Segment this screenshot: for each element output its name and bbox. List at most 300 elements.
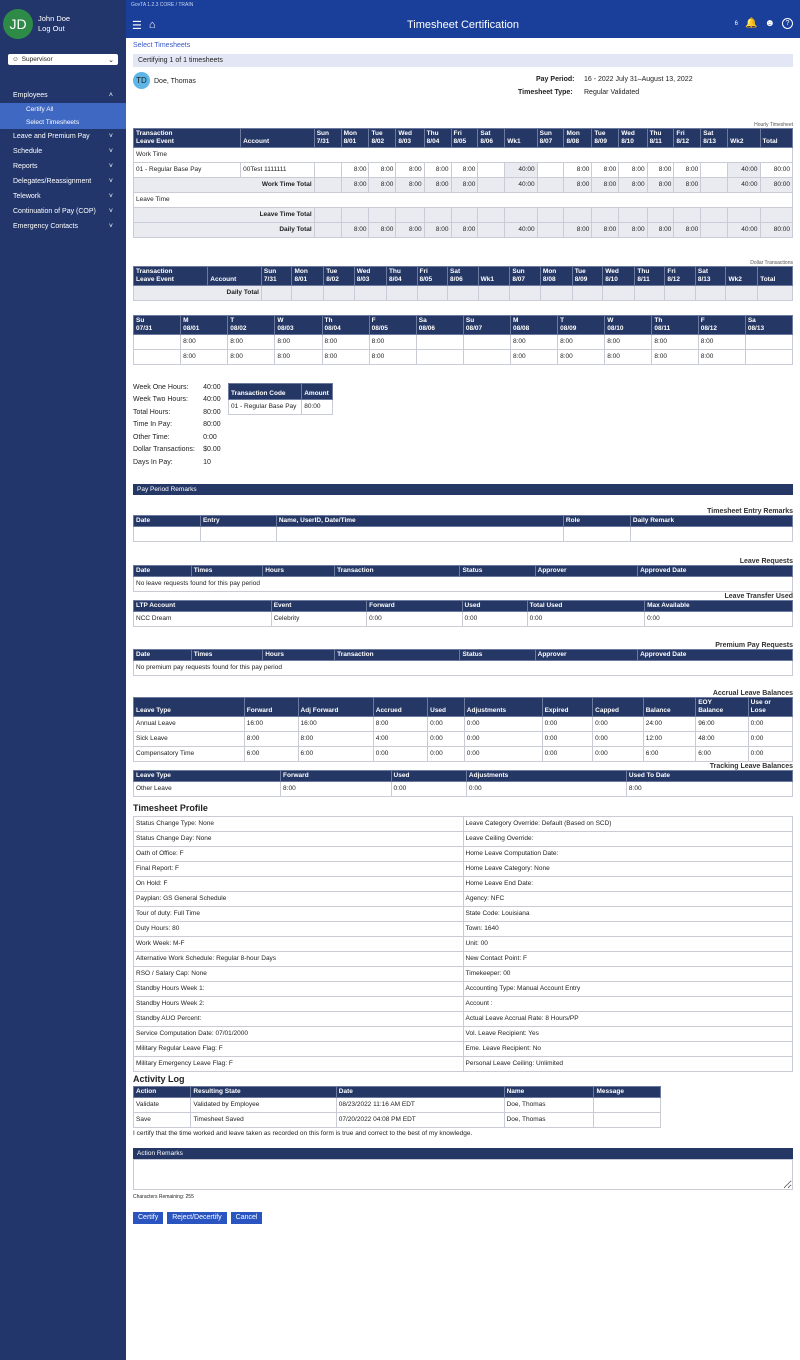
table-cell: Save bbox=[134, 1112, 191, 1127]
chevron-down-icon: ˅ bbox=[108, 208, 113, 215]
header-line-2: Total bbox=[762, 138, 778, 145]
column-header bbox=[540, 267, 572, 286]
summary-label: Week One Hours: bbox=[133, 383, 189, 391]
table-cell: 8:00 bbox=[564, 178, 592, 193]
table-cell: 8:00 bbox=[451, 178, 478, 193]
table-cell bbox=[314, 178, 341, 193]
table-cell bbox=[134, 526, 201, 541]
header-line-2: Account bbox=[243, 138, 270, 145]
table-cell: 8:00 bbox=[396, 163, 424, 178]
sidebar-item-cop[interactable] bbox=[0, 204, 126, 219]
person-icon: ☺ bbox=[12, 56, 19, 63]
page-title: Timesheet Certification bbox=[406, 19, 520, 31]
leave-time-total-row bbox=[134, 208, 793, 223]
column-header: Event bbox=[271, 600, 366, 611]
table-cell: 8:00 bbox=[424, 223, 451, 238]
action-remarks-input[interactable] bbox=[133, 1159, 793, 1190]
premium-pay-table bbox=[133, 649, 793, 676]
table-cell: 16:00 bbox=[298, 716, 373, 731]
header-line-1: Wed bbox=[621, 130, 635, 137]
column-header bbox=[324, 267, 355, 286]
role-select[interactable] bbox=[8, 54, 118, 65]
table-cell bbox=[292, 286, 324, 301]
table-cell: Validated by Employee bbox=[191, 1097, 336, 1112]
column-header: Transaction bbox=[335, 565, 460, 576]
leave-requests-title: Leave Requests bbox=[739, 557, 793, 565]
profile-row bbox=[134, 936, 793, 951]
table-row bbox=[134, 163, 793, 178]
summary-row bbox=[133, 431, 223, 444]
sidebar-sub-certify-all[interactable]: Certify All bbox=[0, 103, 126, 116]
cancel-button[interactable]: Cancel bbox=[231, 1212, 263, 1224]
header-line-2: 8/06 bbox=[450, 276, 463, 283]
table-cell bbox=[592, 208, 619, 223]
column-header bbox=[652, 316, 698, 335]
header-line-2: 08/13 bbox=[747, 325, 765, 332]
table-cell: 0:00 bbox=[748, 746, 792, 761]
column-header bbox=[134, 697, 245, 716]
header-line-2: Wk1 bbox=[480, 276, 494, 283]
sidebar-item-label: Reports bbox=[13, 163, 38, 170]
table-cell: Doe, Thomas bbox=[504, 1097, 594, 1112]
table-cell: 8:00 bbox=[451, 163, 478, 178]
notification-count: 6 bbox=[734, 20, 739, 27]
table-cell bbox=[701, 208, 728, 223]
certify-statement: I certify that the time worked and leave taken as recorded on this form is true and correct to the best of my knowledge. bbox=[133, 1129, 473, 1137]
column-header: Role bbox=[563, 515, 630, 526]
sidebar-item-label: Continuation of Pay (COP) bbox=[13, 208, 96, 215]
table-cell bbox=[563, 526, 630, 541]
table-cell: 6:00 bbox=[244, 746, 298, 761]
table-cell: 8:00 bbox=[605, 335, 652, 350]
column-header: Daily Remark bbox=[630, 515, 792, 526]
activity-title: Activity Log bbox=[133, 1073, 185, 1084]
sidebar-item-schedule[interactable] bbox=[0, 144, 126, 159]
sidebar-item-delegates[interactable] bbox=[0, 174, 126, 189]
chevron-down-icon: ˅ bbox=[108, 148, 113, 155]
table-cell bbox=[619, 208, 647, 223]
table-cell: Unit: 00 bbox=[463, 936, 793, 951]
header-line-2: 08/03 bbox=[277, 325, 294, 332]
header-line-1: Sun bbox=[512, 268, 525, 275]
table-row bbox=[134, 526, 793, 541]
table-cell: 0:00 bbox=[542, 746, 593, 761]
profile-row bbox=[134, 951, 793, 966]
header-line-1: Use or bbox=[750, 698, 771, 706]
help-icon[interactable]: ? bbox=[782, 18, 793, 29]
table-cell: 8:00 bbox=[228, 335, 275, 350]
column-header bbox=[665, 267, 696, 286]
table-cell bbox=[510, 286, 541, 301]
column-header: Approver bbox=[535, 649, 637, 660]
header-line-1: Fri bbox=[419, 268, 428, 275]
sidebar-item-employees[interactable] bbox=[0, 88, 126, 103]
table-cell: 8:00 bbox=[396, 178, 424, 193]
column-header: Action bbox=[134, 1086, 191, 1097]
table-cell bbox=[396, 208, 424, 223]
row-label: Leave Time bbox=[134, 193, 793, 208]
column-header: Status bbox=[460, 649, 535, 660]
table-cell: Payplan: GS General Schedule bbox=[134, 891, 464, 906]
column-header bbox=[134, 316, 181, 335]
header-line-2: 8/09 bbox=[574, 276, 588, 283]
table-cell: Town: 1640 bbox=[463, 921, 793, 936]
tracking-title: Tracking Leave Balances bbox=[709, 762, 793, 770]
column-header: Max Available bbox=[645, 600, 793, 611]
header-line-2: Balance bbox=[645, 706, 671, 714]
table-cell bbox=[758, 286, 793, 301]
version-label: GovTA 1.2.3 CORE / TRAIN bbox=[131, 2, 194, 8]
summary-label: Dollar Transactions: bbox=[133, 446, 195, 454]
table-cell: 8:00 bbox=[647, 163, 674, 178]
column-header bbox=[275, 316, 322, 335]
work-time-row bbox=[134, 148, 793, 163]
column-header: Status bbox=[460, 565, 535, 576]
employee-name: Doe, Thomas bbox=[154, 78, 196, 85]
user-icon[interactable]: ☻ bbox=[764, 18, 775, 29]
table-cell bbox=[478, 163, 505, 178]
header-line-2: Leave Event bbox=[136, 138, 174, 145]
table-cell: 40:00 bbox=[505, 178, 537, 193]
table-cell: 8:00 bbox=[626, 781, 792, 796]
table-cell: 8:00 bbox=[275, 335, 322, 350]
table-cell: 8:00 bbox=[592, 223, 619, 238]
table-cell bbox=[478, 286, 510, 301]
table-cell bbox=[630, 526, 792, 541]
summary-label: Other Time: bbox=[133, 433, 170, 441]
pay-period-value: 16 - 2022 July 31–August 13, 2022 bbox=[584, 76, 693, 83]
table-cell: 8:00 bbox=[652, 350, 698, 365]
column-header bbox=[369, 316, 416, 335]
column-header bbox=[354, 267, 386, 286]
header-line-1: M bbox=[513, 317, 519, 324]
table-cell: 0:00 bbox=[464, 746, 542, 761]
sidebar-sub-select-timesheets[interactable]: Select Timesheets bbox=[0, 116, 126, 129]
header-line-2: 08/08 bbox=[513, 325, 530, 332]
table-cell: 8:00 bbox=[369, 335, 416, 350]
summary-label: Total Hours: bbox=[133, 408, 171, 416]
header-line-2: 08/09 bbox=[560, 325, 577, 332]
reject-button[interactable]: Reject/Decertify bbox=[167, 1212, 226, 1224]
content bbox=[126, 38, 800, 1224]
hours-summary bbox=[133, 381, 223, 469]
table-cell bbox=[564, 208, 592, 223]
summary-value: 80:00 bbox=[203, 421, 221, 429]
table-cell bbox=[635, 286, 665, 301]
table-cell: 8:00 bbox=[369, 223, 396, 238]
menu-icon[interactable]: ☰ bbox=[132, 20, 142, 32]
table-cell: 24:00 bbox=[643, 716, 695, 731]
table-cell bbox=[324, 286, 355, 301]
home-icon[interactable]: ⌂ bbox=[148, 19, 156, 31]
row-label: No leave requests found for this pay period bbox=[134, 576, 793, 591]
table-cell: Compensatory Time bbox=[134, 746, 245, 761]
empty-row bbox=[134, 576, 793, 591]
table-cell: 0:00 bbox=[428, 746, 465, 761]
table-cell: Work Week: M-F bbox=[134, 936, 464, 951]
row-label: Leave Time Total bbox=[134, 208, 315, 223]
header-line-1: Fri bbox=[453, 130, 462, 137]
header-line-2: 8/13 bbox=[697, 276, 711, 283]
sidebar-item-label: Delegates/Reassignment bbox=[13, 178, 92, 185]
table-cell bbox=[540, 286, 572, 301]
chevron-down-icon: ˅ bbox=[108, 178, 113, 185]
timesheet-profile-table bbox=[133, 816, 793, 1072]
summary-value: 40:00 bbox=[203, 396, 221, 404]
table-cell: Home Leave End Date: bbox=[463, 876, 793, 891]
header-line-1: EOY bbox=[698, 698, 712, 706]
main-area bbox=[126, 0, 800, 1360]
sidebar-item-leave[interactable] bbox=[0, 129, 126, 144]
table-cell: 00Test 1111111 bbox=[241, 163, 315, 178]
summary-value: $0.00 bbox=[203, 446, 221, 454]
table-cell: 0:00 bbox=[527, 611, 644, 626]
ts-type-value: Regular Validated bbox=[584, 89, 640, 96]
header-line-1: Thu bbox=[426, 130, 439, 137]
top-bar bbox=[126, 0, 800, 38]
header-line-1: Sat bbox=[450, 268, 461, 275]
header-line-2: 8/13 bbox=[703, 138, 716, 145]
table-cell bbox=[701, 163, 728, 178]
table-cell bbox=[647, 208, 674, 223]
column-header bbox=[537, 129, 564, 148]
column-header bbox=[760, 129, 792, 148]
header-line-2: 8/11 bbox=[649, 138, 662, 145]
table-cell: 8:00 bbox=[373, 716, 427, 731]
table-cell: 8:00 bbox=[341, 178, 369, 193]
table-cell: Timekeeper: 00 bbox=[463, 966, 793, 981]
table-cell: Standby Hours Week 2: bbox=[134, 996, 464, 1011]
table-cell bbox=[261, 286, 292, 301]
header-line-2: 8/02 bbox=[371, 138, 385, 145]
table-cell: Accounting Type: Manual Account Entry bbox=[463, 981, 793, 996]
table-cell: On Hold: F bbox=[134, 876, 464, 891]
column-header bbox=[424, 129, 451, 148]
hourly-label: Hourly Timesheet bbox=[754, 122, 793, 128]
chevron-down-icon: ˅ bbox=[108, 163, 113, 170]
table-cell: Alternative Work Schedule: Regular 8-hour Days bbox=[134, 951, 464, 966]
profile-title: Timesheet Profile bbox=[133, 802, 208, 813]
table-cell bbox=[745, 335, 792, 350]
header-line-2: Accrued bbox=[375, 706, 402, 714]
header-line-1: Sat bbox=[480, 130, 491, 137]
header-line-2: Wk2 bbox=[728, 276, 742, 283]
table-cell: 8:00 bbox=[619, 223, 647, 238]
table-cell: 07/20/2022 04:08 PM EDT bbox=[336, 1112, 504, 1127]
table-cell bbox=[463, 335, 510, 350]
table-cell bbox=[745, 350, 792, 365]
entry-remarks-table bbox=[133, 515, 793, 542]
leave-requests-table bbox=[133, 565, 793, 592]
table-cell: Oath of Office: F bbox=[134, 846, 464, 861]
column-header: Date bbox=[134, 515, 201, 526]
header-line-2: 07/31 bbox=[136, 325, 153, 332]
header-line-2: 8/05 bbox=[419, 276, 433, 283]
header-line-2: Lose bbox=[750, 706, 766, 714]
column-header bbox=[619, 129, 647, 148]
pay-period-remarks-bar: Pay Period Remarks bbox=[133, 484, 793, 495]
table-cell bbox=[134, 350, 181, 365]
profile-row bbox=[134, 996, 793, 1011]
table-cell: 0:00 bbox=[464, 716, 542, 731]
daily-hours-table bbox=[133, 315, 793, 365]
header-line-1: Fri bbox=[676, 130, 685, 137]
table-cell: 0:00 bbox=[748, 716, 792, 731]
table-cell: 8:00 bbox=[564, 223, 592, 238]
table-cell bbox=[417, 286, 448, 301]
sidebar-item-emergency[interactable] bbox=[0, 219, 126, 234]
table-cell: 8:00 bbox=[698, 335, 745, 350]
table-cell: 8:00 bbox=[369, 350, 416, 365]
table-cell: 0:00 bbox=[464, 731, 542, 746]
row-label: Work Time Total bbox=[134, 178, 315, 193]
profile-row bbox=[134, 861, 793, 876]
table-cell bbox=[314, 223, 341, 238]
header-line-2: 08/06 bbox=[418, 325, 436, 332]
table-cell: 8:00 bbox=[647, 178, 674, 193]
table-cell: 8:00 bbox=[341, 223, 369, 238]
table-cell: Tour of duty: Full Time bbox=[134, 906, 464, 921]
breadcrumb[interactable]: Select Timesheets bbox=[133, 42, 191, 49]
accrual-title: Accrual Leave Balances bbox=[712, 689, 793, 697]
table-cell bbox=[537, 178, 564, 193]
column-header bbox=[416, 316, 463, 335]
sidebar-item-telework[interactable] bbox=[0, 189, 126, 204]
bell-icon[interactable]: 🔔 bbox=[745, 18, 758, 29]
table-cell: 6:00 bbox=[696, 746, 748, 761]
table-cell: 80:00 bbox=[760, 223, 792, 238]
column-header: Times bbox=[191, 565, 263, 576]
column-header: Hours bbox=[263, 649, 335, 660]
header-line-2: 08/02 bbox=[230, 325, 247, 332]
table-cell bbox=[478, 178, 505, 193]
table-cell: 8:00 bbox=[652, 335, 698, 350]
column-header bbox=[322, 316, 369, 335]
table-cell: 40:00 bbox=[505, 163, 537, 178]
table-cell: 8:00 bbox=[396, 223, 424, 238]
header-line-2: 8/03 bbox=[356, 276, 370, 283]
header-line-2: Leave Type bbox=[136, 706, 171, 714]
table-cell bbox=[416, 350, 463, 365]
table-cell: NCC Dream bbox=[134, 611, 272, 626]
table-cell bbox=[448, 286, 479, 301]
table-cell bbox=[537, 163, 564, 178]
header-line-2: 08/11 bbox=[654, 325, 671, 332]
sidebar-item-label: Leave and Premium Pay bbox=[13, 133, 90, 140]
header-line-1: Mon bbox=[294, 268, 308, 275]
column-header: Name, UserID, Date/Time bbox=[276, 515, 563, 526]
table-cell bbox=[478, 208, 505, 223]
table-row bbox=[134, 716, 793, 731]
column-header: Used To Date bbox=[626, 770, 792, 781]
column-header bbox=[745, 316, 792, 335]
table-cell bbox=[505, 208, 537, 223]
table-cell bbox=[386, 286, 417, 301]
table-cell: 8:00 bbox=[181, 350, 228, 365]
column-header: Leave Type bbox=[134, 770, 281, 781]
header-line-2: 8/11 bbox=[637, 276, 650, 283]
table-cell: 6:00 bbox=[643, 746, 695, 761]
column-header bbox=[134, 267, 208, 286]
profile-row bbox=[134, 906, 793, 921]
table-cell bbox=[314, 163, 341, 178]
header-line-1: Transaction bbox=[136, 268, 173, 275]
header-line-1: Wed bbox=[398, 130, 412, 137]
table-cell bbox=[726, 286, 758, 301]
header-line-1: F bbox=[371, 317, 376, 324]
table-cell: 80:00 bbox=[302, 400, 333, 415]
sidebar-item-reports[interactable] bbox=[0, 159, 126, 174]
header-line-1: Tue bbox=[574, 268, 586, 275]
table-cell: Standby AUO Percent: bbox=[134, 1011, 464, 1026]
table-cell: Status Change Type: None bbox=[134, 816, 464, 831]
certify-button[interactable]: Certify bbox=[133, 1212, 163, 1224]
table-cell: 8:00 bbox=[619, 178, 647, 193]
header-line-2: 8/04 bbox=[388, 276, 402, 283]
daily-total-row bbox=[134, 223, 793, 238]
leave-transfer-title: Leave Transfer Used bbox=[724, 592, 793, 600]
column-header bbox=[674, 129, 701, 148]
header-line-1: W bbox=[277, 317, 284, 324]
pay-period-label: Pay Period: bbox=[536, 76, 575, 83]
column-header bbox=[511, 316, 558, 335]
header-line-1: F bbox=[700, 317, 705, 324]
header-line-2: Expired bbox=[544, 706, 569, 714]
column-header bbox=[478, 267, 510, 286]
column-header: Forward bbox=[367, 600, 462, 611]
table-cell bbox=[134, 335, 181, 350]
premium-title: Premium Pay Requests bbox=[715, 641, 793, 649]
profile-row bbox=[134, 1026, 793, 1041]
profile-row bbox=[134, 921, 793, 936]
column-header: Name bbox=[504, 1086, 594, 1097]
column-header: Amount bbox=[302, 384, 333, 400]
table-cell: Leave Ceiling Override: bbox=[463, 831, 793, 846]
table-cell: 80:00 bbox=[760, 178, 792, 193]
header-line-2: 8/06 bbox=[480, 138, 494, 145]
column-header bbox=[748, 697, 792, 716]
column-header bbox=[696, 697, 748, 716]
column-header bbox=[208, 267, 262, 286]
header-line-2: Adjustments bbox=[466, 706, 507, 714]
table-cell: Eme. Leave Recipient: No bbox=[463, 1041, 793, 1056]
table-cell bbox=[341, 208, 369, 223]
header-line-2: 8/10 bbox=[621, 138, 634, 145]
chevron-up-icon: ˄ bbox=[108, 92, 113, 99]
table-cell: Celebrity bbox=[271, 611, 366, 626]
table-cell: Home Leave Category: None bbox=[463, 861, 793, 876]
header-line-1: T bbox=[560, 317, 565, 324]
column-header bbox=[505, 129, 537, 148]
header-line-2: Wk1 bbox=[507, 138, 521, 145]
header-line-2: 8/01 bbox=[294, 276, 308, 283]
header-line-2: Account bbox=[210, 276, 237, 283]
summary-row bbox=[133, 419, 223, 432]
table-cell: Other Leave bbox=[134, 781, 281, 796]
table-cell: RSO / Salary Cap: None bbox=[134, 966, 464, 981]
leave-time-row bbox=[134, 193, 793, 208]
table-row bbox=[134, 335, 793, 350]
header-line-2: 7/31 bbox=[316, 138, 330, 145]
header-line-2: Wk2 bbox=[730, 138, 744, 145]
table-cell: 8:00 bbox=[592, 178, 619, 193]
column-header bbox=[134, 129, 241, 148]
profile-row bbox=[134, 891, 793, 906]
table-cell: 0:00 bbox=[542, 716, 593, 731]
table-cell: Standby Hours Week 1: bbox=[134, 981, 464, 996]
table-cell: 8:00 bbox=[511, 350, 558, 365]
logout-link[interactable]: Log Out bbox=[38, 24, 65, 33]
